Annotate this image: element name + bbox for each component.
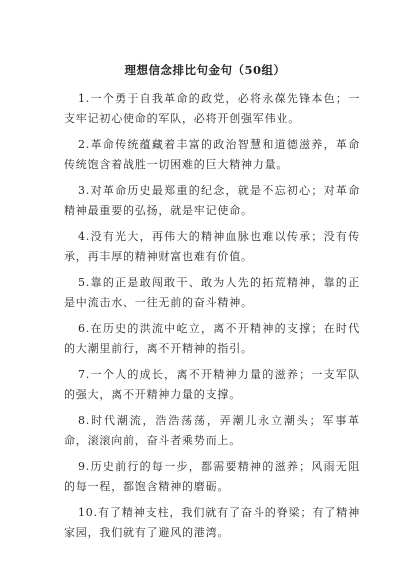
list-item: 7.一个人的成长，离不开精神力量的滋养；一支军队的强大，离不开精神力量的支撑。 xyxy=(64,368,360,401)
list-item: 5.靠的正是敢闯敢干、敢为人先的拓荒精神，靠的正是中流击水、一往无前的奋斗精神。 xyxy=(64,276,360,309)
list-item: 3.对革命历史最郑重的纪念，就是不忘初心；对革命精神最重要的弘扬，就是牢记使命。 xyxy=(64,184,360,217)
list-item: 4.没有光大，再伟大的精神血脉也难以传承；没有传承，再丰厚的精神财富也难有价值。 xyxy=(64,230,360,263)
list-item: 8.时代潮流，浩浩荡荡，弄潮儿永立潮头；军事革命，滚滚向前，奋斗者乘势而上。 xyxy=(64,414,360,447)
list-item: 2.革命传统蕴藏着丰富的政治智慧和道德滋养，革命传统饱含着战胜一切困难的巨大精神力量。 xyxy=(64,138,360,171)
list-item: 6.在历史的洪流中屹立，离不开精神的支撑；在时代的大潮里前行，离不开精神的指引。 xyxy=(64,322,360,355)
list-item: 10.有了精神支柱，我们就有了奋斗的脊梁；有了精神家园，我们就有了避风的港湾。 xyxy=(64,506,360,539)
sentence-list xyxy=(64,89,360,549)
list-item: 1.一个勇于自我革命的政党，必将永葆先锋本色；一支牢记初心使命的军队，必将开创强军伟业。 xyxy=(64,92,360,125)
list-item: 9.历史前行的每一步，都需要精神的滋养；风雨无阻的每一程，都饱含精神的磨砺。 xyxy=(64,460,360,493)
document-title: 理想信念排比句金句（50组） xyxy=(124,63,286,77)
